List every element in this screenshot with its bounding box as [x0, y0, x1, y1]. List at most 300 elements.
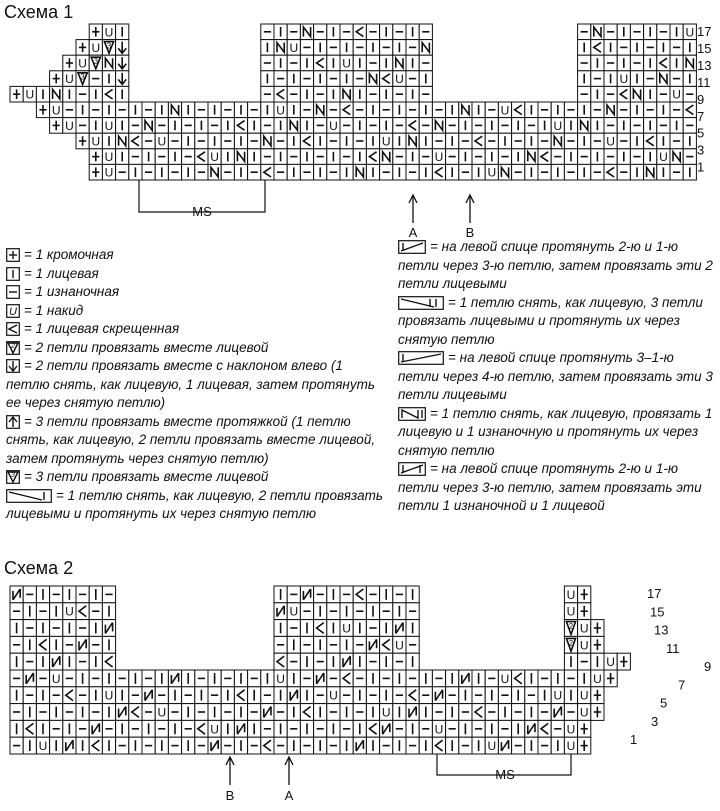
- chart-cell: [300, 670, 313, 687]
- chart-cell: [300, 653, 313, 670]
- chart-cell: [23, 636, 36, 653]
- chart-cell: [578, 40, 591, 56]
- legend-text: = на левой спице протянуть 3–1-ю петли через 4-ю петлю, затем провязать эти 3 петли лицевыми: [398, 350, 713, 402]
- chart-cell: [657, 164, 670, 180]
- chart-cell: [142, 720, 155, 737]
- chart-cell: [261, 687, 274, 704]
- chart-cell: [274, 55, 287, 71]
- chart-cell: [234, 133, 247, 149]
- ms-label: MS: [495, 767, 515, 782]
- chart-cell: [340, 71, 353, 87]
- chart-cell: [604, 71, 617, 87]
- chart-cell: [485, 687, 498, 704]
- chart-cell: [168, 102, 181, 118]
- chart-cell: [23, 687, 36, 704]
- chart-cell: [274, 636, 287, 653]
- chart-cell: [36, 653, 49, 670]
- svg-text:U: U: [619, 72, 629, 87]
- chart-cell: [472, 133, 485, 149]
- row-number: 1: [697, 159, 705, 175]
- chart-cell: [102, 603, 115, 620]
- chart-cell: [314, 102, 327, 118]
- row-number: 15: [697, 40, 712, 56]
- chart-cell: [274, 118, 287, 134]
- chart-cell: [419, 24, 432, 40]
- chart-cell: [406, 40, 419, 56]
- chart-cell: [50, 636, 63, 653]
- chart-cell: [248, 670, 261, 687]
- chart-cell: [406, 133, 419, 149]
- chart-cell: [670, 133, 683, 149]
- chart-cell: [314, 737, 327, 754]
- svg-text:U: U: [553, 118, 563, 133]
- legend-left: [6, 246, 386, 524]
- chart-cell: [683, 118, 696, 134]
- row-number: 11: [697, 74, 711, 90]
- chart-cell: [380, 133, 393, 149]
- chart-cell: [102, 704, 115, 721]
- chart-cell: [578, 71, 591, 87]
- chart-cell: [36, 737, 49, 754]
- chart-cell: [393, 40, 406, 56]
- chart-cell: [366, 603, 379, 620]
- chart-cell: [644, 164, 657, 180]
- chart-cell: [234, 687, 247, 704]
- chart-cell: [23, 670, 36, 687]
- chart-cell: [261, 102, 274, 118]
- chart-cell: [564, 737, 577, 754]
- chart-cell: [300, 55, 313, 71]
- svg-text:U: U: [329, 118, 338, 133]
- chart-cell: [617, 40, 630, 56]
- chart-cell: [221, 133, 234, 149]
- chart-cell: [287, 737, 300, 754]
- chart-cell: [591, 687, 604, 704]
- legend-item: [398, 405, 716, 461]
- chart-cell: [63, 704, 76, 721]
- chart-cell: [617, 102, 630, 118]
- chart-cell: [314, 24, 327, 40]
- chart-cell: [76, 603, 89, 620]
- svg-text:U: U: [210, 150, 219, 165]
- legend-item: [398, 460, 716, 516]
- chart-cell: [551, 102, 564, 118]
- chart-cell: [617, 24, 630, 40]
- chart-cell: [419, 133, 432, 149]
- chart-cell: [102, 55, 115, 71]
- chart-cell: [274, 653, 287, 670]
- chart-cell: [23, 653, 36, 670]
- chart-cell: [366, 636, 379, 653]
- chart-cell: [155, 118, 168, 134]
- legend-text: = 1 петлю снять, как лицевую, 3 петли провязать лицевыми и протянуть их через снятую петлю: [398, 294, 703, 347]
- chart-cell: [102, 102, 115, 118]
- chart-cell: [419, 687, 432, 704]
- chart-cell: [10, 704, 23, 721]
- chart-cell: [234, 164, 247, 180]
- chart-cell: [274, 102, 287, 118]
- chart-cell: [234, 704, 247, 721]
- chart-cell: [591, 71, 604, 87]
- chart-cell: [89, 24, 102, 40]
- chart-cell: [683, 71, 696, 87]
- chart-cell: [116, 704, 129, 721]
- chart-cell: [116, 164, 129, 180]
- chart-cell: [604, 24, 617, 40]
- chart-cell: [76, 687, 89, 704]
- svg-text:U: U: [593, 671, 602, 686]
- chart-cell: [564, 620, 577, 637]
- chart-cell: [36, 720, 49, 737]
- chart-cell: [617, 164, 630, 180]
- legend-item: [6, 320, 386, 339]
- chart-cell: [630, 133, 643, 149]
- chart-cell: [538, 118, 551, 134]
- wide2-symbol-icon: [6, 489, 52, 503]
- chart-cell: [366, 704, 379, 721]
- chart-cell: [657, 86, 670, 102]
- chart-cell: [406, 704, 419, 721]
- chart-cell: [538, 737, 551, 754]
- chart-cell: [604, 55, 617, 71]
- chart-cell: [683, 164, 696, 180]
- chart-cell: [182, 118, 195, 134]
- chart-cell: [393, 720, 406, 737]
- chart-cell: [314, 133, 327, 149]
- chart-cell: [406, 149, 419, 165]
- cross3-symbol-icon: [398, 351, 444, 365]
- chart-cell: [300, 102, 313, 118]
- chart-cell: [406, 86, 419, 102]
- chart-cell: [683, 102, 696, 118]
- chart-cell: [142, 133, 155, 149]
- chart-cell: [366, 86, 379, 102]
- chart-cell: [287, 24, 300, 40]
- chart-cell: [366, 133, 379, 149]
- chart-cell: [261, 24, 274, 40]
- chart-cell: [63, 71, 76, 87]
- chart-cell: [168, 149, 181, 165]
- row-number: 13: [697, 57, 712, 73]
- chart-cell: [670, 149, 683, 165]
- legend-item: [6, 357, 386, 413]
- svg-text:2: 2: [568, 622, 574, 631]
- chart-cell: [538, 687, 551, 704]
- chart-cell: [102, 737, 115, 754]
- chart-cell: [446, 133, 459, 149]
- chart-cell: [314, 720, 327, 737]
- chart-cell: [327, 653, 340, 670]
- chart-cell: [419, 164, 432, 180]
- svg-text:U: U: [104, 150, 114, 165]
- chart-cell: [208, 133, 221, 149]
- chart-cell: [512, 118, 525, 134]
- row-number: 11: [666, 640, 680, 656]
- chart-cell: [564, 670, 577, 687]
- chart-cell: [182, 149, 195, 165]
- chart-cell: [512, 133, 525, 149]
- chart-cell: [300, 40, 313, 56]
- chart-cell: [657, 71, 670, 87]
- svg-text:U: U: [78, 56, 87, 71]
- svg-text:U: U: [487, 739, 497, 754]
- chart-cell: [168, 133, 181, 149]
- chart-cell: [50, 118, 63, 134]
- scheme-1-chart: [0, 0, 720, 240]
- chart-cell: [564, 603, 577, 620]
- chart-cell: [472, 737, 485, 754]
- legend-text: = 1 петлю снять, как лицевую, провязать 1 лицевую и 1 изнаночную и протянуть их через снятую петлю: [398, 405, 713, 458]
- chart-cell: [564, 636, 577, 653]
- chart-cell: [248, 687, 261, 704]
- chart-cell: [446, 149, 459, 165]
- chart-cell: [498, 133, 511, 149]
- chart-cell: [76, 720, 89, 737]
- chart-cell: [419, 102, 432, 118]
- chart-cell: [274, 40, 287, 56]
- chart-cell: [366, 40, 379, 56]
- legend-text: = 1 лицевая: [24, 265, 99, 281]
- chart-cell: [221, 720, 234, 737]
- chart-cell: [63, 118, 76, 134]
- chart-cell: [327, 40, 340, 56]
- chart-cell: [683, 86, 696, 102]
- chart-cell: [340, 653, 353, 670]
- chart-cell: [63, 653, 76, 670]
- chart-cell: [234, 670, 247, 687]
- chart-cell: [538, 720, 551, 737]
- chart-cell: [340, 670, 353, 687]
- chart-cell: [578, 653, 591, 670]
- chart-cell: [36, 620, 49, 637]
- scheme-2-title: Схема 2: [4, 558, 74, 578]
- chart-cell: [116, 670, 129, 687]
- chart-cell: [287, 86, 300, 102]
- chart-cell: [353, 133, 366, 149]
- chart-cell: [10, 636, 23, 653]
- chart-cell: [261, 670, 274, 687]
- chart-cell: [432, 164, 445, 180]
- chart-cell: [551, 720, 564, 737]
- chart-cell: [406, 653, 419, 670]
- chart-cell: [287, 149, 300, 165]
- chart-cell: [538, 133, 551, 149]
- chart-cell: [564, 687, 577, 704]
- chart-cell: [644, 24, 657, 40]
- legend-item: [6, 302, 386, 321]
- chart-cell: [10, 86, 23, 102]
- chart-cell: [657, 133, 670, 149]
- chart-cell: [340, 118, 353, 134]
- row-number: 5: [697, 125, 705, 141]
- svg-text:U: U: [553, 688, 563, 703]
- svg-text:U: U: [9, 305, 17, 318]
- chart-cell: [36, 586, 49, 603]
- chart-cell: [327, 687, 340, 704]
- legend-text: = 2 петли провязать вместе с наклоном влево (1 петлю снять, как лицевую, 1 лицевая, затем протянуть ее через снятую петлю): [6, 358, 375, 410]
- tri3-symbol-icon: [6, 470, 20, 484]
- chart-cell: [327, 24, 340, 40]
- chart-cell: [89, 670, 102, 687]
- chart-cell: [129, 704, 142, 721]
- chart-cell: [23, 704, 36, 721]
- chart-cell: [564, 102, 577, 118]
- chart-cell: [327, 704, 340, 721]
- chart-cell: [670, 55, 683, 71]
- chart-cell: [89, 737, 102, 754]
- chart-cell: [604, 653, 617, 670]
- U-symbol-icon: [6, 304, 20, 318]
- chart-cell: [380, 24, 393, 40]
- chart-cell: [274, 133, 287, 149]
- chart-cell: [300, 86, 313, 102]
- pull2p-symbol-icon: [398, 407, 426, 421]
- chart-cell: [512, 102, 525, 118]
- lt-symbol-icon: [6, 322, 20, 336]
- chart-cell: [10, 670, 23, 687]
- chart-cell: [327, 164, 340, 180]
- svg-text:U: U: [579, 638, 589, 653]
- chart-cell: [102, 24, 115, 40]
- chart-cell: [314, 670, 327, 687]
- chart-cell: [63, 586, 76, 603]
- chart-cell: [617, 133, 630, 149]
- chart-cell: [327, 118, 340, 134]
- chart-cell: [168, 704, 181, 721]
- legend-item: [6, 265, 386, 284]
- chart-cell: [76, 86, 89, 102]
- svg-text:U: U: [157, 134, 167, 149]
- svg-text:U: U: [289, 604, 299, 619]
- chart-cell: [578, 164, 591, 180]
- chart-cell: [63, 670, 76, 687]
- chart-cell: [274, 71, 287, 87]
- chart-cell: [102, 720, 115, 737]
- chart-cell: [129, 149, 142, 165]
- svg-text:3: 3: [106, 41, 112, 51]
- chart-cell: [327, 603, 340, 620]
- chart-cell: [591, 164, 604, 180]
- chart-cell: [419, 71, 432, 87]
- chart-cell: [578, 133, 591, 149]
- svg-text:U: U: [685, 25, 695, 40]
- chart-cell: [36, 670, 49, 687]
- chart-cell: [353, 670, 366, 687]
- chart-cell: [366, 720, 379, 737]
- chart-cell: [380, 704, 393, 721]
- chart-cell: [155, 720, 168, 737]
- chart-cell: [657, 55, 670, 71]
- chart-cell: [657, 118, 670, 134]
- svg-text:U: U: [104, 25, 114, 40]
- chart-cell: [406, 586, 419, 603]
- chart-cell: [182, 687, 195, 704]
- tri2-symbol-icon: [6, 341, 20, 355]
- chart-cell: [432, 720, 445, 737]
- chart-cell: [195, 687, 208, 704]
- chart-cell: [76, 653, 89, 670]
- row-number: 17: [697, 24, 712, 39]
- chart-cell: [300, 620, 313, 637]
- chart-cell: [116, 71, 129, 87]
- chart-cell: [50, 586, 63, 603]
- chart-cell: [116, 40, 129, 56]
- chart-cell: [578, 102, 591, 118]
- chart-cell: [314, 164, 327, 180]
- chart-cell: [50, 71, 63, 87]
- chart-cell: [50, 653, 63, 670]
- svg-text:U: U: [329, 688, 338, 703]
- chart-cell: [116, 102, 129, 118]
- chart-cell: [89, 586, 102, 603]
- svg-text:2: 2: [568, 638, 574, 648]
- chart-cell: [525, 164, 538, 180]
- chart-cell: [195, 133, 208, 149]
- chart-cell: [366, 71, 379, 87]
- marker-label: B: [465, 225, 475, 240]
- chart-cell: [248, 133, 261, 149]
- chart-cell: [485, 704, 498, 721]
- chart-cell: [644, 133, 657, 149]
- chart-cell: [380, 86, 393, 102]
- chart-cell: [50, 86, 63, 102]
- chart-cell: [221, 704, 234, 721]
- chart-cell: [142, 704, 155, 721]
- chart-cell: [353, 164, 366, 180]
- chart-cell: [76, 670, 89, 687]
- chart-cell: [644, 102, 657, 118]
- chart-cell: [63, 603, 76, 620]
- chart-cell: [300, 687, 313, 704]
- chart-cell: [564, 149, 577, 165]
- chart-cell: [591, 620, 604, 637]
- chart-cell: [287, 603, 300, 620]
- chart-cell: [393, 687, 406, 704]
- chart-cell: [380, 586, 393, 603]
- chart-cell: [168, 687, 181, 704]
- chart-cell: [353, 24, 366, 40]
- chart-cell: [538, 149, 551, 165]
- chart-cell: [261, 71, 274, 87]
- chart-cell: [564, 118, 577, 134]
- svg-text:U: U: [51, 671, 61, 686]
- chart-cell: [578, 149, 591, 165]
- chart-cell: [340, 636, 353, 653]
- chart-cell: [446, 704, 459, 721]
- chart-cell: [287, 133, 300, 149]
- chart-cell: [261, 720, 274, 737]
- svg-text:U: U: [579, 688, 589, 703]
- chart-cell: [406, 720, 419, 737]
- chart-cell: [670, 102, 683, 118]
- chart-cell: [485, 670, 498, 687]
- chart-cell: [472, 720, 485, 737]
- chart-cell: [406, 737, 419, 754]
- chart-cell: [564, 586, 577, 603]
- chart-cell: [102, 149, 115, 165]
- row-number: 13: [654, 622, 669, 638]
- chart-cell: [630, 86, 643, 102]
- chart-cell: [208, 737, 221, 754]
- chart-cell: [472, 118, 485, 134]
- chart-cell: [116, 86, 129, 102]
- chart-cell: [366, 653, 379, 670]
- legend-item: [398, 238, 716, 294]
- chart-cell: [287, 653, 300, 670]
- chart-cell: [63, 102, 76, 118]
- chart-cell: [23, 86, 36, 102]
- chart-cell: [393, 653, 406, 670]
